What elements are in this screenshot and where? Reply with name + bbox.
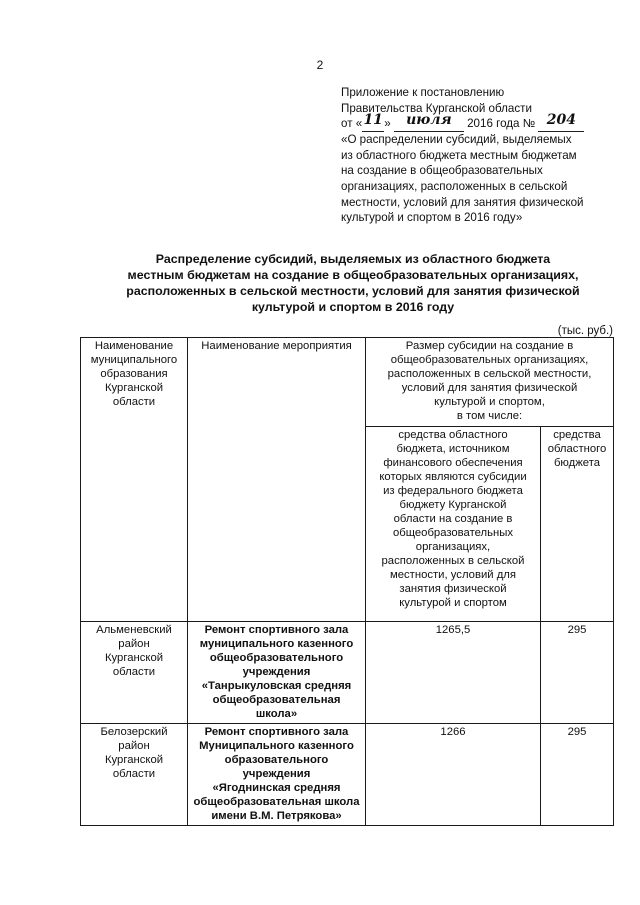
table-row (81, 724, 614, 826)
date-day: 11 (363, 112, 383, 129)
header-municipality: Наименование муниципального образования Курганской области (81, 338, 188, 622)
header-regional-funds: средства областного бюджета (541, 427, 614, 622)
appendix-block (341, 85, 631, 226)
subsidy-table (80, 337, 614, 826)
header-subsidy-size: Размер субсидии на создание в общеобразовательных организациях, расположенных в сельской местности, условий для занятия физической культурой и спортом, в том числе: (366, 338, 614, 427)
doc-number: 204 (546, 112, 577, 129)
page-number: 2 (316, 58, 324, 72)
units-label: (тыс. руб.) (557, 325, 613, 337)
row-regional-amount: 295 (541, 724, 614, 826)
date-day-field (362, 112, 384, 132)
date-month: июля (406, 112, 452, 129)
row-municipality: Альменевский район Курганской области (81, 622, 188, 724)
row-event: Ремонт спортивного зала Муниципального казенного образовательного учреждения «Ягоднинская средняя общеобразовательная школа имени В.М. Петрякова» (188, 724, 366, 826)
document-title: Распределение субсидий, выделяемых из областного бюджета местным бюджетам на создание в общеобразовательных организациях, расположенных в сельской местности, условий для занятия физической культурой и спортом в 2016 году (126, 252, 580, 314)
row-municipality: Белозерский район Курганской области (81, 724, 188, 826)
appendix-decree-title: «О распределении субсидий, выделяемых из областного бюджета местным бюджетам на создание в общеобразовательных организациях, расположенных в сельской местности, условий для занятия физической культурой и спортом в 2016 году» (341, 133, 584, 225)
header-event: Наименование мероприятия (188, 338, 366, 622)
table-row (81, 622, 614, 724)
date-mid: » (384, 117, 391, 131)
appendix-line-2: Правительства Курганской области (341, 101, 532, 115)
date-prefix: от « (341, 117, 363, 131)
appendix-line-1: Приложение к постановлению (341, 86, 505, 99)
row-regional-amount: 295 (541, 622, 614, 724)
row-federal-amount: 1266 (366, 724, 541, 826)
doc-number-field (538, 112, 584, 132)
date-year-text: 2016 года № (467, 117, 536, 131)
table-header-row (81, 338, 614, 427)
header-federal-funds: средства областного бюджета, источником финансового обеспечения которых являются субсидии из федерального бюджета бюджету Курганской области на создание в общеобразовательных организациях, расположенных в сельской местности, условий для занятия физической культурой и спортом (366, 427, 541, 622)
date-month-field (394, 112, 464, 132)
appendix-date-line (341, 112, 631, 132)
row-federal-amount: 1265,5 (366, 622, 541, 724)
row-event: Ремонт спортивного зала муниципального казенного общеобразовательного учреждения «Танрыкуловская средняя общеобразовательная школа» (188, 622, 366, 724)
